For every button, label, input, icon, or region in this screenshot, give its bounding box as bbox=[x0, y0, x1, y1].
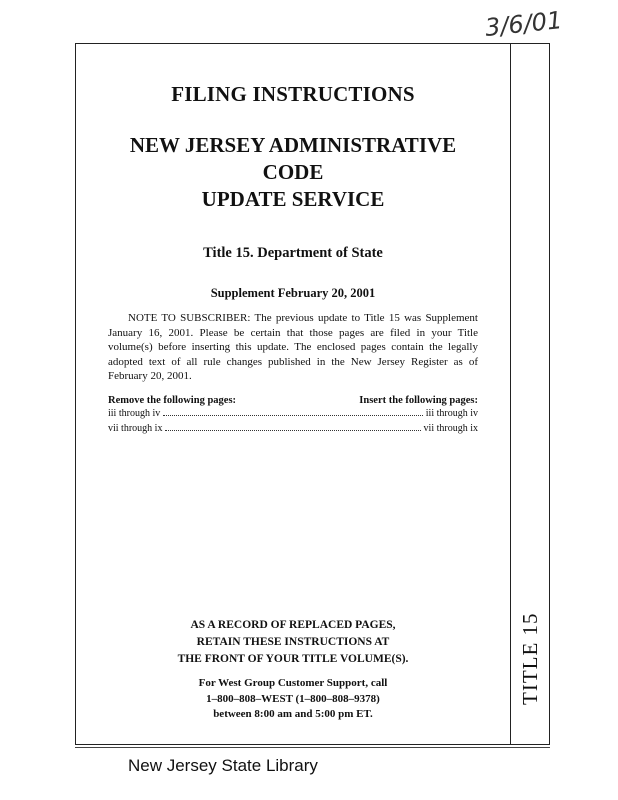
instructions-body bbox=[108, 70, 478, 436]
code-title-line2: UPDATE SERVICE bbox=[201, 187, 385, 211]
table-row bbox=[108, 422, 478, 436]
support-line1: For West Group Customer Support, call bbox=[198, 677, 388, 689]
insert-pages-header: Insert the following pages: bbox=[359, 394, 478, 406]
code-title-line1: NEW JERSEY ADMINISTRATIVE CODE bbox=[129, 133, 457, 184]
code-title bbox=[108, 132, 478, 213]
handwritten-date: 3/6/01 bbox=[483, 6, 564, 42]
retain-line2: RETAIN THESE INSTRUCTIONS AT bbox=[196, 636, 390, 648]
remove-pages-header: Remove the following pages: bbox=[108, 394, 237, 406]
retain-line1: AS A RECORD OF REPLACED PAGES, bbox=[190, 619, 396, 631]
insert-pages-cell: vii through ix bbox=[423, 422, 478, 434]
subscriber-note: NOTE TO SUBSCRIBER: The previous update to Title 15 was Supplement January 16, 2001. Please be certain that those pages are filed in your Title volume(s) before inserting this update. The enclosed pages contain the legally adopted text of all rule changes published in the New Jersey Register as of February 20, 2001. bbox=[108, 312, 478, 382]
support-hours: between 8:00 am and 5:00 pm ET. bbox=[213, 708, 373, 720]
retain-line3: THE FRONT OF YOUR TITLE VOLUME(S). bbox=[177, 653, 409, 665]
frame-bottom-rule bbox=[75, 747, 550, 748]
support-phone: 1–800–808–WEST (1–800–808–9378) bbox=[206, 692, 380, 705]
customer-support bbox=[108, 676, 478, 723]
pages-table-header bbox=[108, 395, 478, 406]
spine-label: TITLE 15 bbox=[518, 612, 542, 705]
page-title: FILING INSTRUCTIONS bbox=[171, 82, 415, 106]
supplement-date: Supplement February 20, 2001 bbox=[210, 286, 376, 300]
department-title: Title 15. Department of State bbox=[203, 245, 383, 261]
remove-pages-cell: iii through iv bbox=[108, 407, 161, 419]
table-row bbox=[108, 407, 478, 421]
library-footer: New Jersey State Library bbox=[128, 756, 318, 775]
handwritten-date-annotation bbox=[455, 8, 605, 48]
spine-divider bbox=[510, 44, 511, 744]
insert-pages-cell: iii through iv bbox=[425, 407, 478, 419]
remove-pages-cell: vii through ix bbox=[108, 422, 163, 434]
retain-instructions bbox=[108, 617, 478, 668]
dot-leader bbox=[165, 430, 420, 431]
dot-leader bbox=[163, 415, 423, 416]
